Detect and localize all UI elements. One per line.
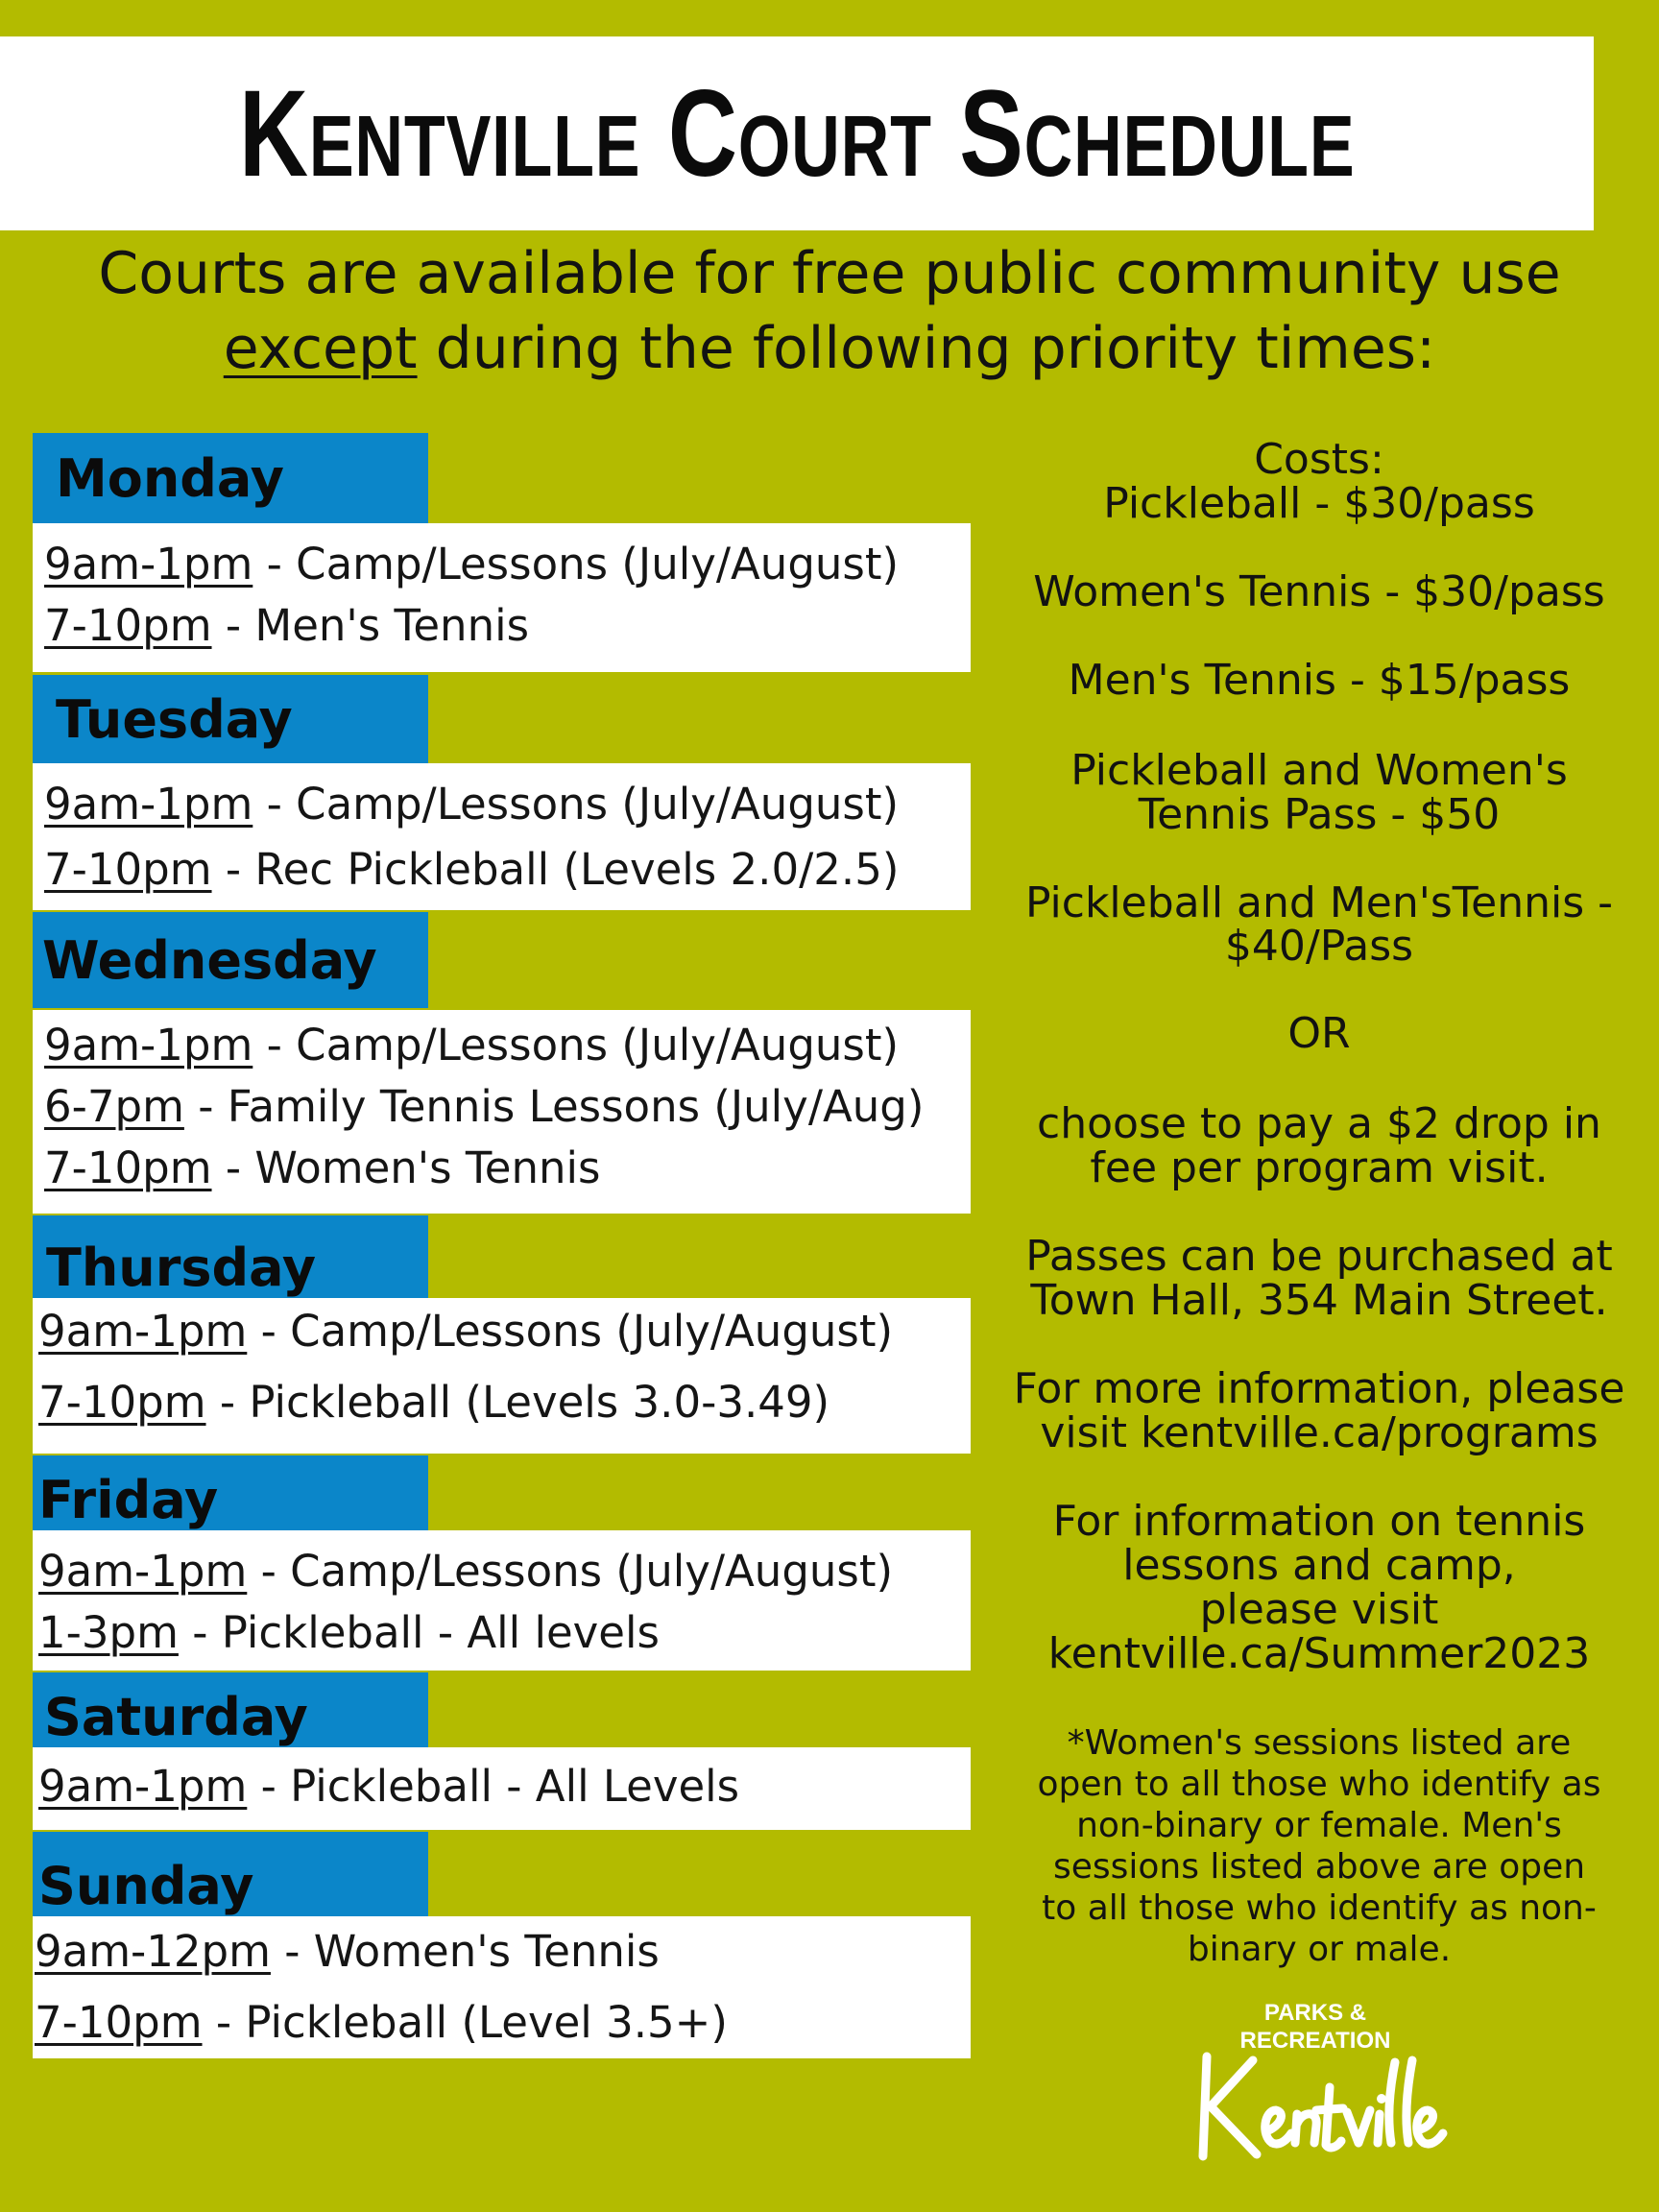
- intro-except: except: [223, 315, 418, 382]
- cost-combo-mens-l1: Pickleball and Men'sTennis -: [1024, 878, 1614, 927]
- purchase-info-l2: Town Hall, 354 Main Street.: [1030, 1276, 1608, 1325]
- day-name: Monday: [56, 447, 284, 509]
- schedule-entry: [35, 1926, 660, 1977]
- logo-line-2: RECREATION: [1239, 2028, 1391, 2054]
- entry-time: 7-10pm: [44, 600, 212, 651]
- intro-line-1: Courts are available for free public community use: [98, 240, 1561, 307]
- day-name: Saturday: [44, 1687, 308, 1747]
- note-l6: binary or male.: [1187, 1930, 1452, 1969]
- schedule-entry: [38, 1377, 830, 1428]
- entry-desc: - Family Tennis Lessons (July/Aug): [183, 1081, 925, 1132]
- entry-time: 7-10pm: [38, 1377, 206, 1428]
- lessons-info-l1: For information on tennis: [1052, 1497, 1586, 1546]
- entry-time: 9am-1pm: [38, 1761, 248, 1812]
- cost-or: OR: [1287, 1009, 1351, 1058]
- entry-desc: - Pickleball (Levels 3.0-3.49): [205, 1377, 830, 1428]
- schedule-entry: [44, 1142, 600, 1193]
- kentville-logo: [1186, 2043, 1455, 2187]
- cost-womens-tennis: Women's Tennis - $30/pass: [1033, 567, 1605, 616]
- day-header-thursday: [33, 1215, 428, 1298]
- lessons-info-l2: lessons and camp,: [1122, 1541, 1516, 1590]
- entry-time: 7-10pm: [35, 1997, 203, 2048]
- page-title: Kentville Court Schedule: [238, 64, 1356, 203]
- more-info-l2: visit kentville.ca/programs: [1040, 1408, 1599, 1457]
- entry-time: 9am-1pm: [44, 539, 253, 589]
- schedule-entry: [38, 1607, 660, 1658]
- entry-desc: - Pickleball (Level 3.5+): [202, 1997, 728, 2048]
- day-box-thursday: [33, 1298, 971, 1454]
- schedule-entry: [44, 1081, 924, 1132]
- day-box-monday: [33, 523, 971, 672]
- costs-panel: [977, 0, 1659, 2212]
- costs-heading: Costs:: [1254, 435, 1384, 484]
- entry-desc: - Camp/Lessons (July/August): [252, 1020, 900, 1070]
- cost-pickleball: Pickleball - $30/pass: [1103, 479, 1535, 528]
- schedule-entry: [44, 539, 899, 589]
- schedule-entry: [44, 779, 899, 830]
- cost-mens-tennis: Men's Tennis - $15/pass: [1068, 656, 1571, 705]
- entry-desc: - Pickleball - All levels: [178, 1607, 660, 1658]
- day-name: Wednesday: [42, 929, 377, 991]
- dropin-l2: fee per program visit.: [1090, 1143, 1549, 1192]
- note-l5: to all those who identify as non-: [1042, 1888, 1597, 1928]
- day-header-tuesday: [33, 675, 428, 763]
- purchase-info-l1: Passes can be purchased at: [1025, 1232, 1613, 1281]
- day-header-wednesday: [33, 912, 428, 1008]
- cost-combo-mens-l2: $40/Pass: [1224, 922, 1414, 971]
- day-header-sunday: [33, 1832, 428, 1916]
- entry-desc: - Women's Tennis: [211, 1142, 601, 1193]
- schedule-entry: [38, 1306, 893, 1357]
- intro-line-2-rest: during the following priority times:: [417, 315, 1436, 382]
- day-name: Thursday: [46, 1238, 317, 1298]
- day-box-wednesday: [33, 1010, 971, 1214]
- entry-time: 7-10pm: [44, 844, 212, 895]
- entry-time: 9am-12pm: [35, 1926, 271, 1977]
- note-l2: open to all those who identify as: [1037, 1765, 1601, 1804]
- day-name: Sunday: [38, 1856, 254, 1916]
- day-box-saturday: [33, 1747, 971, 1830]
- day-header-saturday: [33, 1672, 428, 1747]
- day-name: Tuesday: [56, 688, 293, 750]
- lessons-info-l4: kentville.ca/Summer2023: [1047, 1629, 1591, 1678]
- day-header-friday: [33, 1455, 428, 1530]
- entry-time: 9am-1pm: [44, 1020, 253, 1070]
- cost-combo-womens-l1: Pickleball and Women's: [1070, 746, 1568, 795]
- entry-time: 1-3pm: [38, 1607, 179, 1658]
- entry-desc: - Camp/Lessons (July/August): [252, 779, 900, 830]
- schedule-entry: [35, 1997, 728, 2048]
- note-l4: sessions listed above are open: [1052, 1847, 1586, 1887]
- dropin-l1: choose to pay a $2 drop in: [1037, 1099, 1601, 1148]
- note-l3: non-binary or female. Men's: [1076, 1806, 1562, 1845]
- entry-time: 9am-1pm: [38, 1306, 248, 1357]
- schedule-entry: [38, 1546, 893, 1597]
- entry-time: 9am-1pm: [38, 1546, 248, 1597]
- schedule-entry: [38, 1761, 739, 1812]
- note-l1: *Women's sessions listed are: [1067, 1723, 1572, 1763]
- entry-desc: - Camp/Lessons (July/August): [252, 539, 900, 589]
- entry-desc: - Rec Pickleball (Levels 2.0/2.5): [211, 844, 900, 895]
- day-box-sunday: [33, 1916, 971, 2058]
- cost-combo-womens-l2: Tennis Pass - $50: [1138, 790, 1501, 839]
- entry-desc: - Camp/Lessons (July/August): [247, 1306, 894, 1357]
- schedule-entry: [44, 600, 529, 651]
- schedule-entry: [44, 844, 899, 895]
- entry-desc: - Pickleball - All Levels: [247, 1761, 740, 1812]
- entry-desc: - Men's Tennis: [211, 600, 530, 651]
- entry-desc: - Camp/Lessons (July/August): [247, 1546, 894, 1597]
- day-header-monday: [33, 433, 428, 523]
- day-box-friday: [33, 1530, 971, 1671]
- entry-time: 7-10pm: [44, 1142, 212, 1193]
- day-name: Friday: [38, 1470, 219, 1530]
- entry-desc: - Women's Tennis: [270, 1926, 660, 1977]
- schedule-entry: [44, 1020, 899, 1070]
- entry-time: 9am-1pm: [44, 779, 253, 830]
- logo-line-1: PARKS &: [1263, 2000, 1367, 2026]
- day-box-tuesday: [33, 763, 971, 910]
- lessons-info-l3: please visit: [1199, 1585, 1439, 1634]
- entry-time: 6-7pm: [44, 1081, 184, 1132]
- more-info-l1: For more information, please: [1013, 1364, 1625, 1413]
